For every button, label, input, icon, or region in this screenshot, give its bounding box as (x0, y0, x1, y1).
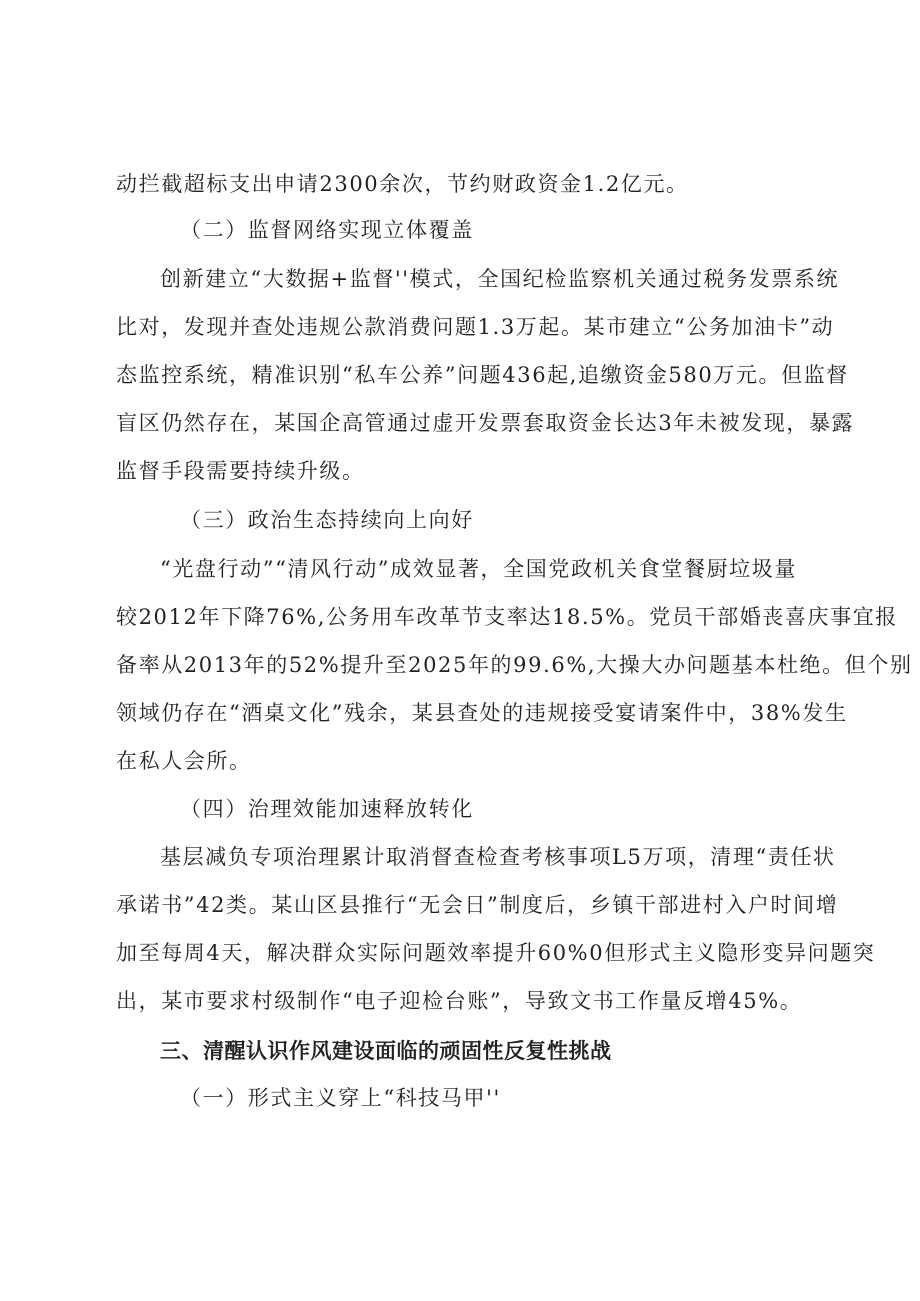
paragraph-line: 基层减负专项治理累计取消督查检查考核事项L5万项，清理“责任状 (160, 845, 836, 869)
paragraph-line: 在私人会所。 (116, 749, 252, 773)
chapter-heading: 三、清醒认识作风建设面临的顽固性反复性挑战 (160, 1039, 612, 1063)
paragraph-line: 创新建立“大数据+监督''模式，全国纪检监察机关通过税务发票系统 (160, 267, 840, 291)
paragraph-line: “光盘行动”“清风行动”成效显著，全国党政机关食堂餐厨垃圾量 (160, 557, 797, 581)
section-heading: （四）治理效能加速释放转化 (180, 797, 474, 821)
paragraph-line: 盲区仍然存在，某国企高管通过虚开发票套取资金长达3年未被发现，暴露 (116, 411, 855, 435)
paragraph-line: 比对，发现并查处违规公款消费问题1.3万起。某市建立“公务加油卡”动 (116, 315, 835, 339)
paragraph-line: 动拦截超标支出申请2300余次，节约财政资金1.2亿元。 (116, 172, 689, 196)
paragraph-line: 承诺书”42类。某山区县推行“无会日”制度后，乡镇干部进村入户时间增 (116, 893, 839, 917)
paragraph-line: 加至每周4天，解决群众实际问题效率提升60%0但形式主义隐形变异问题突 (116, 941, 876, 965)
paragraph-line: 监督手段需要持续升级。 (116, 459, 365, 483)
paragraph-line: 出，某市要求村级制作“电子迎检台账”，导致文书工作量反增45%。 (116, 989, 803, 1013)
paragraph-line: 备率从2013年的52%提升至2025年的99.6%,大操大办问题基本杜绝。但个别 (116, 653, 913, 677)
paragraph-line: 态监控系统，精准识别“私车公养”问题436起,追缴资金580万元。但监督 (116, 363, 849, 387)
section-heading: （一）形式主义穿上“科技马甲'' (180, 1086, 501, 1110)
section-heading: （二）监督网络实现立体覆盖 (180, 218, 474, 242)
paragraph-line: 较2012年下降76%,公务用车改革节支率达18.5%。党员干部婚丧喜庆事宜报 (116, 605, 898, 629)
paragraph-line: 领域仍存在“酒桌文化”残余，某县查处的违规接受宴请案件中，38%发生 (116, 701, 848, 725)
section-heading: （三）政治生态持续向上向好 (180, 508, 474, 532)
